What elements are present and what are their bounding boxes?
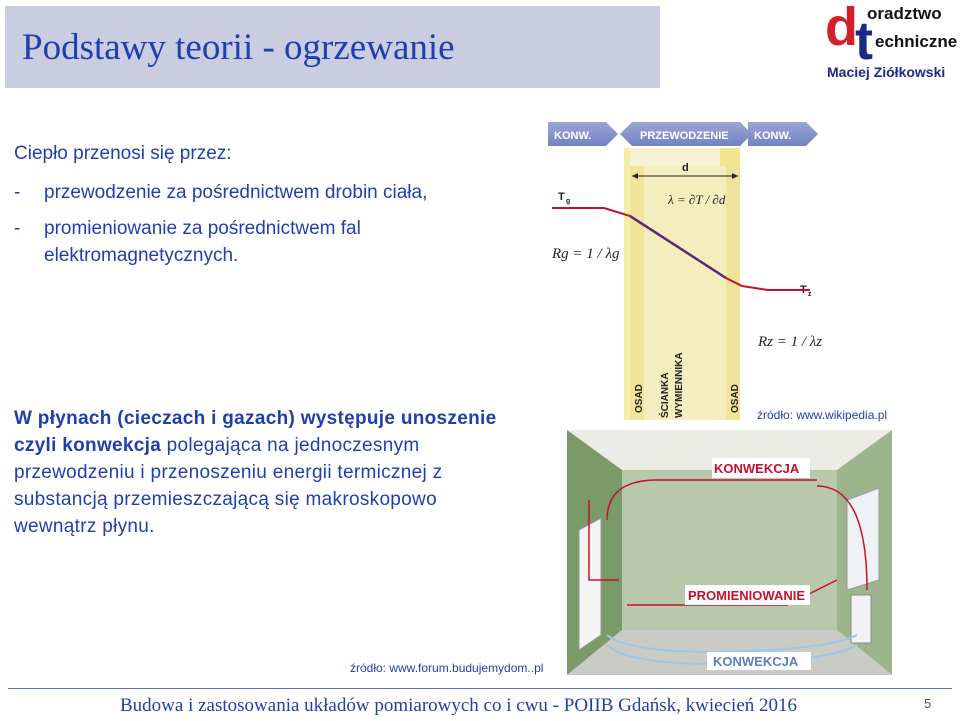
footer-divider bbox=[8, 688, 952, 689]
page-number: 5 bbox=[924, 696, 932, 711]
deposit-left-strip bbox=[624, 148, 630, 420]
logo-letter-t: t bbox=[855, 11, 873, 71]
convection-bold: W płynach (cieczach i gazach) występuje unoszenie czyli konwekcja bbox=[14, 408, 497, 456]
label-konw-right: KONW. bbox=[754, 130, 792, 142]
list-item-text: promieniowanie za pośrednictwem fal elektromagnetycznych. bbox=[44, 218, 361, 266]
label-tz-sub: z bbox=[808, 291, 812, 298]
label-przewodzenie: PRZEWODZENIE bbox=[640, 130, 729, 142]
logo-text-line2: echniczne bbox=[875, 32, 958, 51]
formula-rz: Rz = 1 / λz bbox=[758, 334, 823, 350]
label-tz: T bbox=[800, 284, 807, 296]
list-item bbox=[14, 179, 544, 206]
convection-rest: polegająca na jednoczesnym przewodzeniu i przenoszeniu energii termicznej z substancją przemieszczającą się makroskopowo wewnątrz płynu. bbox=[14, 435, 443, 537]
label-wymiennika: WYMIENNIKA bbox=[674, 352, 685, 418]
label-konw-left: KONW. bbox=[554, 130, 592, 142]
label-osad-left: OSAD bbox=[634, 384, 645, 413]
label-tg: T bbox=[558, 191, 565, 203]
page-title: Podstawy teorii - ogrzewanie bbox=[22, 27, 455, 68]
convection-paragraph bbox=[14, 405, 524, 540]
room-heating-diagram bbox=[567, 430, 892, 675]
source-wikipedia: źródło: www.wikipedia.pl bbox=[757, 408, 888, 422]
source-budujemydom: źródło: www.forum.budujemydom..pl bbox=[350, 661, 544, 675]
label-d: d bbox=[682, 162, 689, 174]
list-item-text: przewodzenie za pośrednictwem drobin ciała, bbox=[44, 182, 428, 203]
label-konwekcja-top: KONWEKCJA bbox=[714, 461, 800, 476]
company-logo bbox=[815, 0, 960, 90]
formula-lambda: λ = ∂T / ∂d bbox=[668, 192, 726, 207]
label-scianka: ŚCIANKA bbox=[660, 372, 671, 418]
formula-rg: Rg = 1 / λg bbox=[552, 246, 620, 262]
logo-letter-d: d bbox=[825, 0, 858, 57]
list-item bbox=[14, 215, 544, 269]
door bbox=[579, 518, 601, 650]
label-promieniowanie: PROMIENIOWANIE bbox=[688, 588, 806, 603]
label-konwekcja-bottom: KONWEKCJA bbox=[713, 654, 799, 669]
footer-text: Budowa i zastosowania układów pomiarowych co i cwu - POIIB Gdańsk, kwiecień 2016 bbox=[120, 695, 797, 716]
logo-author: Maciej Ziółkowski bbox=[827, 64, 946, 80]
intro-list bbox=[14, 179, 544, 278]
label-tg-sub: g bbox=[566, 198, 571, 205]
intro-heading: Ciepło przenosi się przez: bbox=[14, 143, 232, 164]
back-wall bbox=[622, 470, 837, 630]
wall-heat-transfer-diagram bbox=[548, 118, 948, 420]
osad-left-band bbox=[630, 166, 644, 420]
list-dash: - bbox=[14, 182, 21, 203]
osad-right-band bbox=[726, 166, 740, 420]
logo-text-line1: oradztwo bbox=[867, 4, 942, 23]
list-dash: - bbox=[14, 218, 21, 239]
label-osad-right: OSAD bbox=[730, 384, 741, 413]
